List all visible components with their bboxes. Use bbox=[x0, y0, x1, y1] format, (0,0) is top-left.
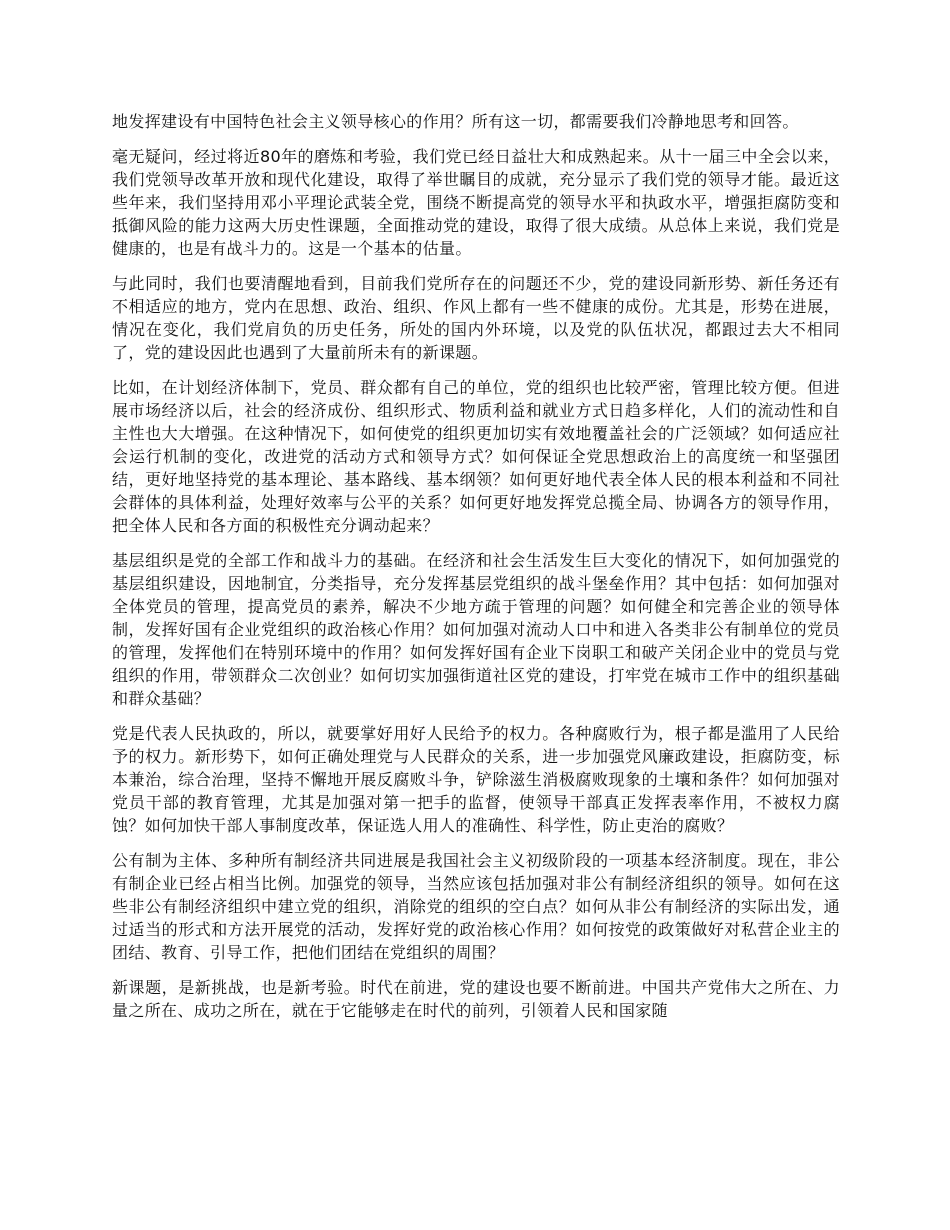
paragraph-3: 与此同时，我们也要清醒地看到，目前我们党所存在的问题还不少，党的建设同新形势、新任务还有不相适应的地方，党内在思想、政治、组织、作风上都有一些不健康的成份。尤其是，形势在进展，情况在变化，我们党肩负的历史任务，所处的国内外环境，以及党的队伍状况，都跟过去大不相同了，党的建设因此也遇到了大量前所未有的新课题。 bbox=[112, 274, 840, 362]
paragraph-1: 地发挥建设有中国特色社会主义领导核心的作用？所有这一切，都需要我们冷静地思考和回答。 bbox=[112, 112, 799, 131]
paragraph-2: 毫无疑问，经过将近80年的磨炼和考验，我们党已经日益壮大和成熟起来。从十一届三中全会以来，我们党领导改革开放和现代化建设，取得了举世瞩目的成就，充分显示了我们党的领导才能。最近这些年来，我们坚持用邓小平理论武装全党，围绕不断提高党的领导水平和执政水平，增强拒腐防变和抵御风险的能力这两大历史性课题，全面推动党的建设，取得了很大成绩。从总体上来说，我们党是健康的，也是有战斗力的。这是一个基本的估量。 bbox=[112, 147, 840, 258]
paragraph-6: 党是代表人民执政的，所以，就要掌好用好人民给予的权力。各种腐败行为，根子都是滥用了人民给予的权力。新形势下，如何正确处理党与人民群众的关系，进一步加强党风廉政建设，拒腐防变，标本兼治，综合治理，坚持不懈地开展反腐败斗争，铲除滋生消极腐败现象的土壤和条件？如何加强对党员干部的教育管理，尤其是加强对第一把手的监督，使领导干部真正发挥表率作用，不被权力腐蚀？如何加快干部人事制度改革，保证选人用人的准确性、科学性，防止吏治的腐败？ bbox=[112, 724, 840, 835]
paragraph-8: 新课题，是新挑战，也是新考验。时代在前进，党的建设也要不断前进。中国共产党伟大之所在、力量之所在、成功之所在，就在于它能够走在时代的前列，引领着人民和国家随 bbox=[112, 978, 840, 1020]
document-body bbox=[112, 110, 840, 1034]
paragraph-4: 比如，在计划经济体制下，党员、群众都有自己的单位，党的组织也比较严密，管理比较方便。但进展市场经济以后，社会的经济成份、组织形式、物质利益和就业方式日趋多样化，人们的流动性和自主性也大大增强。在这种情况下，如何使党的组织更加切实有效地覆盖社会的广泛领域？如何适应社会运行机制的变化，改进党的活动方式和领导方式？如何保证全党思想政治上的高度统一和坚强团结，更好地坚持党的基本理论、基本路线、基本纲领？如何更好地代表全体人民的根本利益和不同社会群体的具体利益，处理好效率与公平的关系？如何更好地发挥党总揽全局、协调各方的领导作用，把全体人民和各方面的积极性充分调动起来？ bbox=[112, 378, 840, 535]
paragraph-5: 基层组织是党的全部工作和战斗力的基础。在经济和社会生活发生巨大变化的情况下，如何加强党的基层组织建设，因地制宜，分类指导，充分发挥基层党组织的战斗堡垒作用？其中包括：如何加强对全体党员的管理，提高党员的素养，解决不少地方疏于管理的问题？如何健全和完善企业的领导体制，发挥好国有企业党组织的政治核心作用？如何加强对流动人口中和进入各类非公有制单位的党员的管理，发挥他们在特别环境中的作用？如何发挥好国有企业下岗职工和破产关闭企业中的党员与党组织的作用，带领群众二次创业？如何切实加强街道社区党的建设，打牢党在城市工作中的组织基础和群众基础？ bbox=[112, 551, 840, 708]
paragraph-7: 公有制为主体、多种所有制经济共同进展是我国社会主义初级阶段的一项基本经济制度。现在，非公有制企业已经占相当比例。加强党的领导，当然应该包括加强对非公有制经济组织的领导。如何在这些非公有制经济组织中建立党的组织，消除党的组织的空白点？如何从非公有制经济的实际出发，通过适当的形式和方法开展党的活动，发挥好党的政治核心作用？如何按党的政策做好对私营企业主的团结、教育、引导工作，把他们团结在党组织的周围？ bbox=[112, 851, 840, 962]
